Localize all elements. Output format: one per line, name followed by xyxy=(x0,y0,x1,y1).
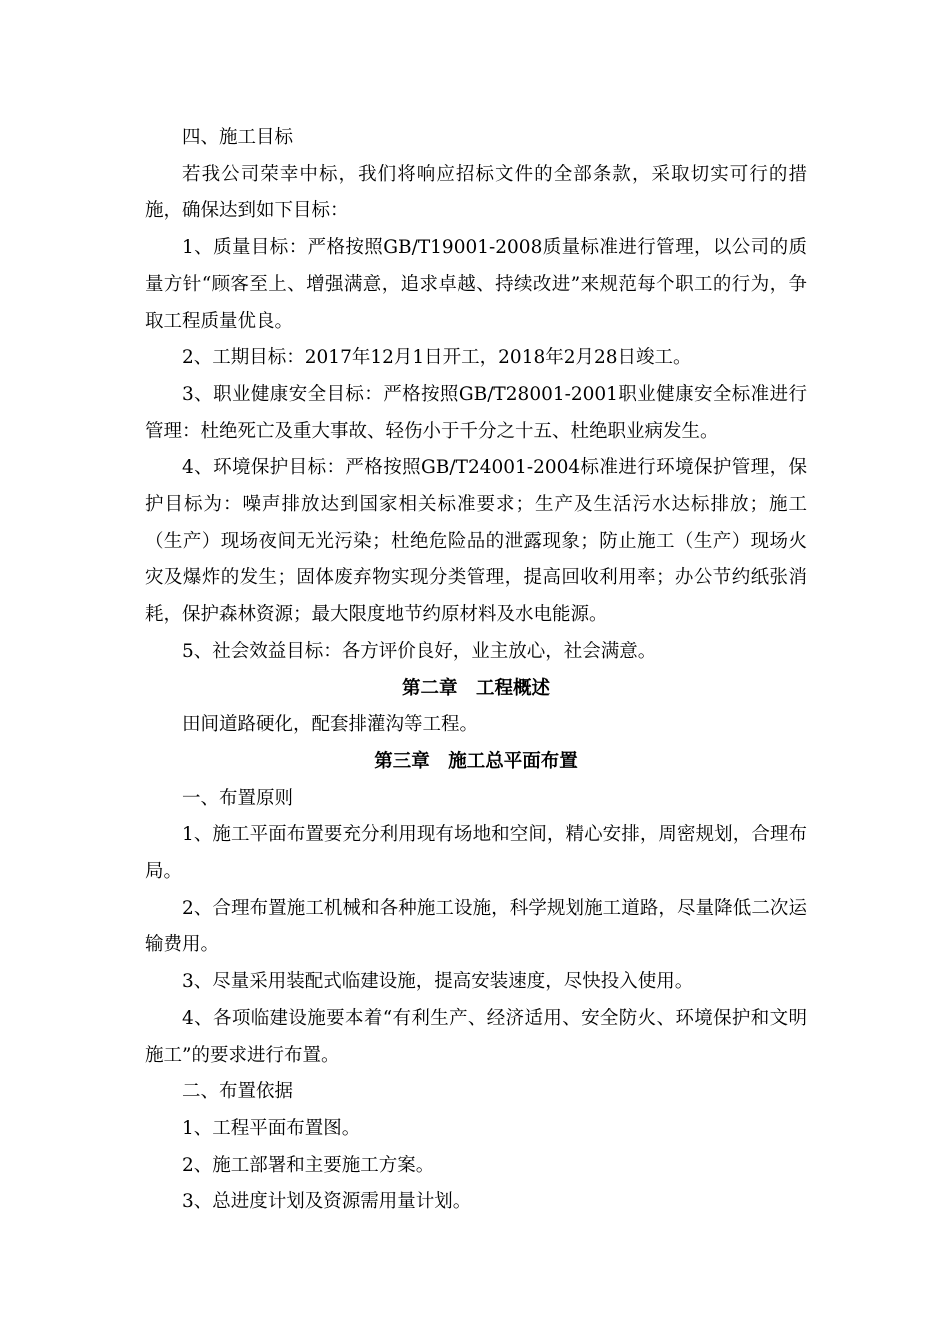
chapter-3-title: 第三章 施工总平面布置 xyxy=(374,750,578,772)
goal-social: 5、社会效益目标：各方评价良好，业主放心，社会满意。 xyxy=(182,640,657,662)
principles-heading: 一、布置原则 xyxy=(182,787,294,809)
section-4-heading: 四、施工目标 xyxy=(182,127,294,148)
principle-2: 2、合理布置施工机械和各种施工设施，科学规划施工道路，尽量降低二次运输费用。 xyxy=(145,897,807,956)
chapter-2-body: 田间道路硬化，配套排灌沟等工程。 xyxy=(182,714,479,736)
goal-schedule: 2、工期目标：2017年12月1日开工，2018年2月28日竣工。 xyxy=(182,347,692,369)
basis-heading: 二、布置依据 xyxy=(182,1081,294,1103)
section-4-intro: 若我公司荣幸中标，我们将响应招标文件的全部条款，采取切实可行的措施，确保达到如下目标： xyxy=(145,163,807,222)
chapter-2-title: 第二章 工程概述 xyxy=(401,677,550,699)
basis-2: 2、施工部署和主要施工方案。 xyxy=(182,1154,435,1176)
basis-3: 3、总进度计划及资源需用量计划。 xyxy=(182,1191,472,1213)
document-page xyxy=(145,120,807,1221)
principle-3: 3、尽量采用装配式临建设施，提高安装速度，尽快投入使用。 xyxy=(182,971,694,993)
principle-1: 1、施工平面布置要充分利用现有场地和空间，精心安排，周密规划，合理布局。 xyxy=(145,824,807,883)
goal-safety: 3、职业健康安全目标：严格按照GB/T28001-2001职业健康安全标准进行管理：杜绝死亡及重大事故、轻伤小于千分之十五、杜绝职业病发生。 xyxy=(145,383,807,442)
goal-environment: 4、环境保护目标：严格按照GB/T24001-2004标准进行环境保护管理，保护目标为：噪声排放达到国家相关标准要求；生产及生活污水达标排放；施工（生产）现场夜间无光污染；杜绝危险品的泄露现象；防止施工（生产）现场火灾及爆炸的发生；固体废弃物实现分类管理，提高回收利用率；办公节约纸张消耗，保护森林资源；最大限度地节约原材料及水电能源。 xyxy=(145,457,807,626)
principle-4: 4、各项临建设施要本着“有利生产、经济适用、安全防火、环境保护和文明施工”的要求进行布置。 xyxy=(145,1007,807,1066)
goal-quality: 1、质量目标：严格按照GB/T19001-2008质量标准进行管理，以公司的质量方针“顾客至上、增强满意，追求卓越、持续改进”来规范每个职工的行为，争取工程质量优良。 xyxy=(145,237,807,332)
basis-1: 1、工程平面布置图。 xyxy=(182,1117,361,1139)
